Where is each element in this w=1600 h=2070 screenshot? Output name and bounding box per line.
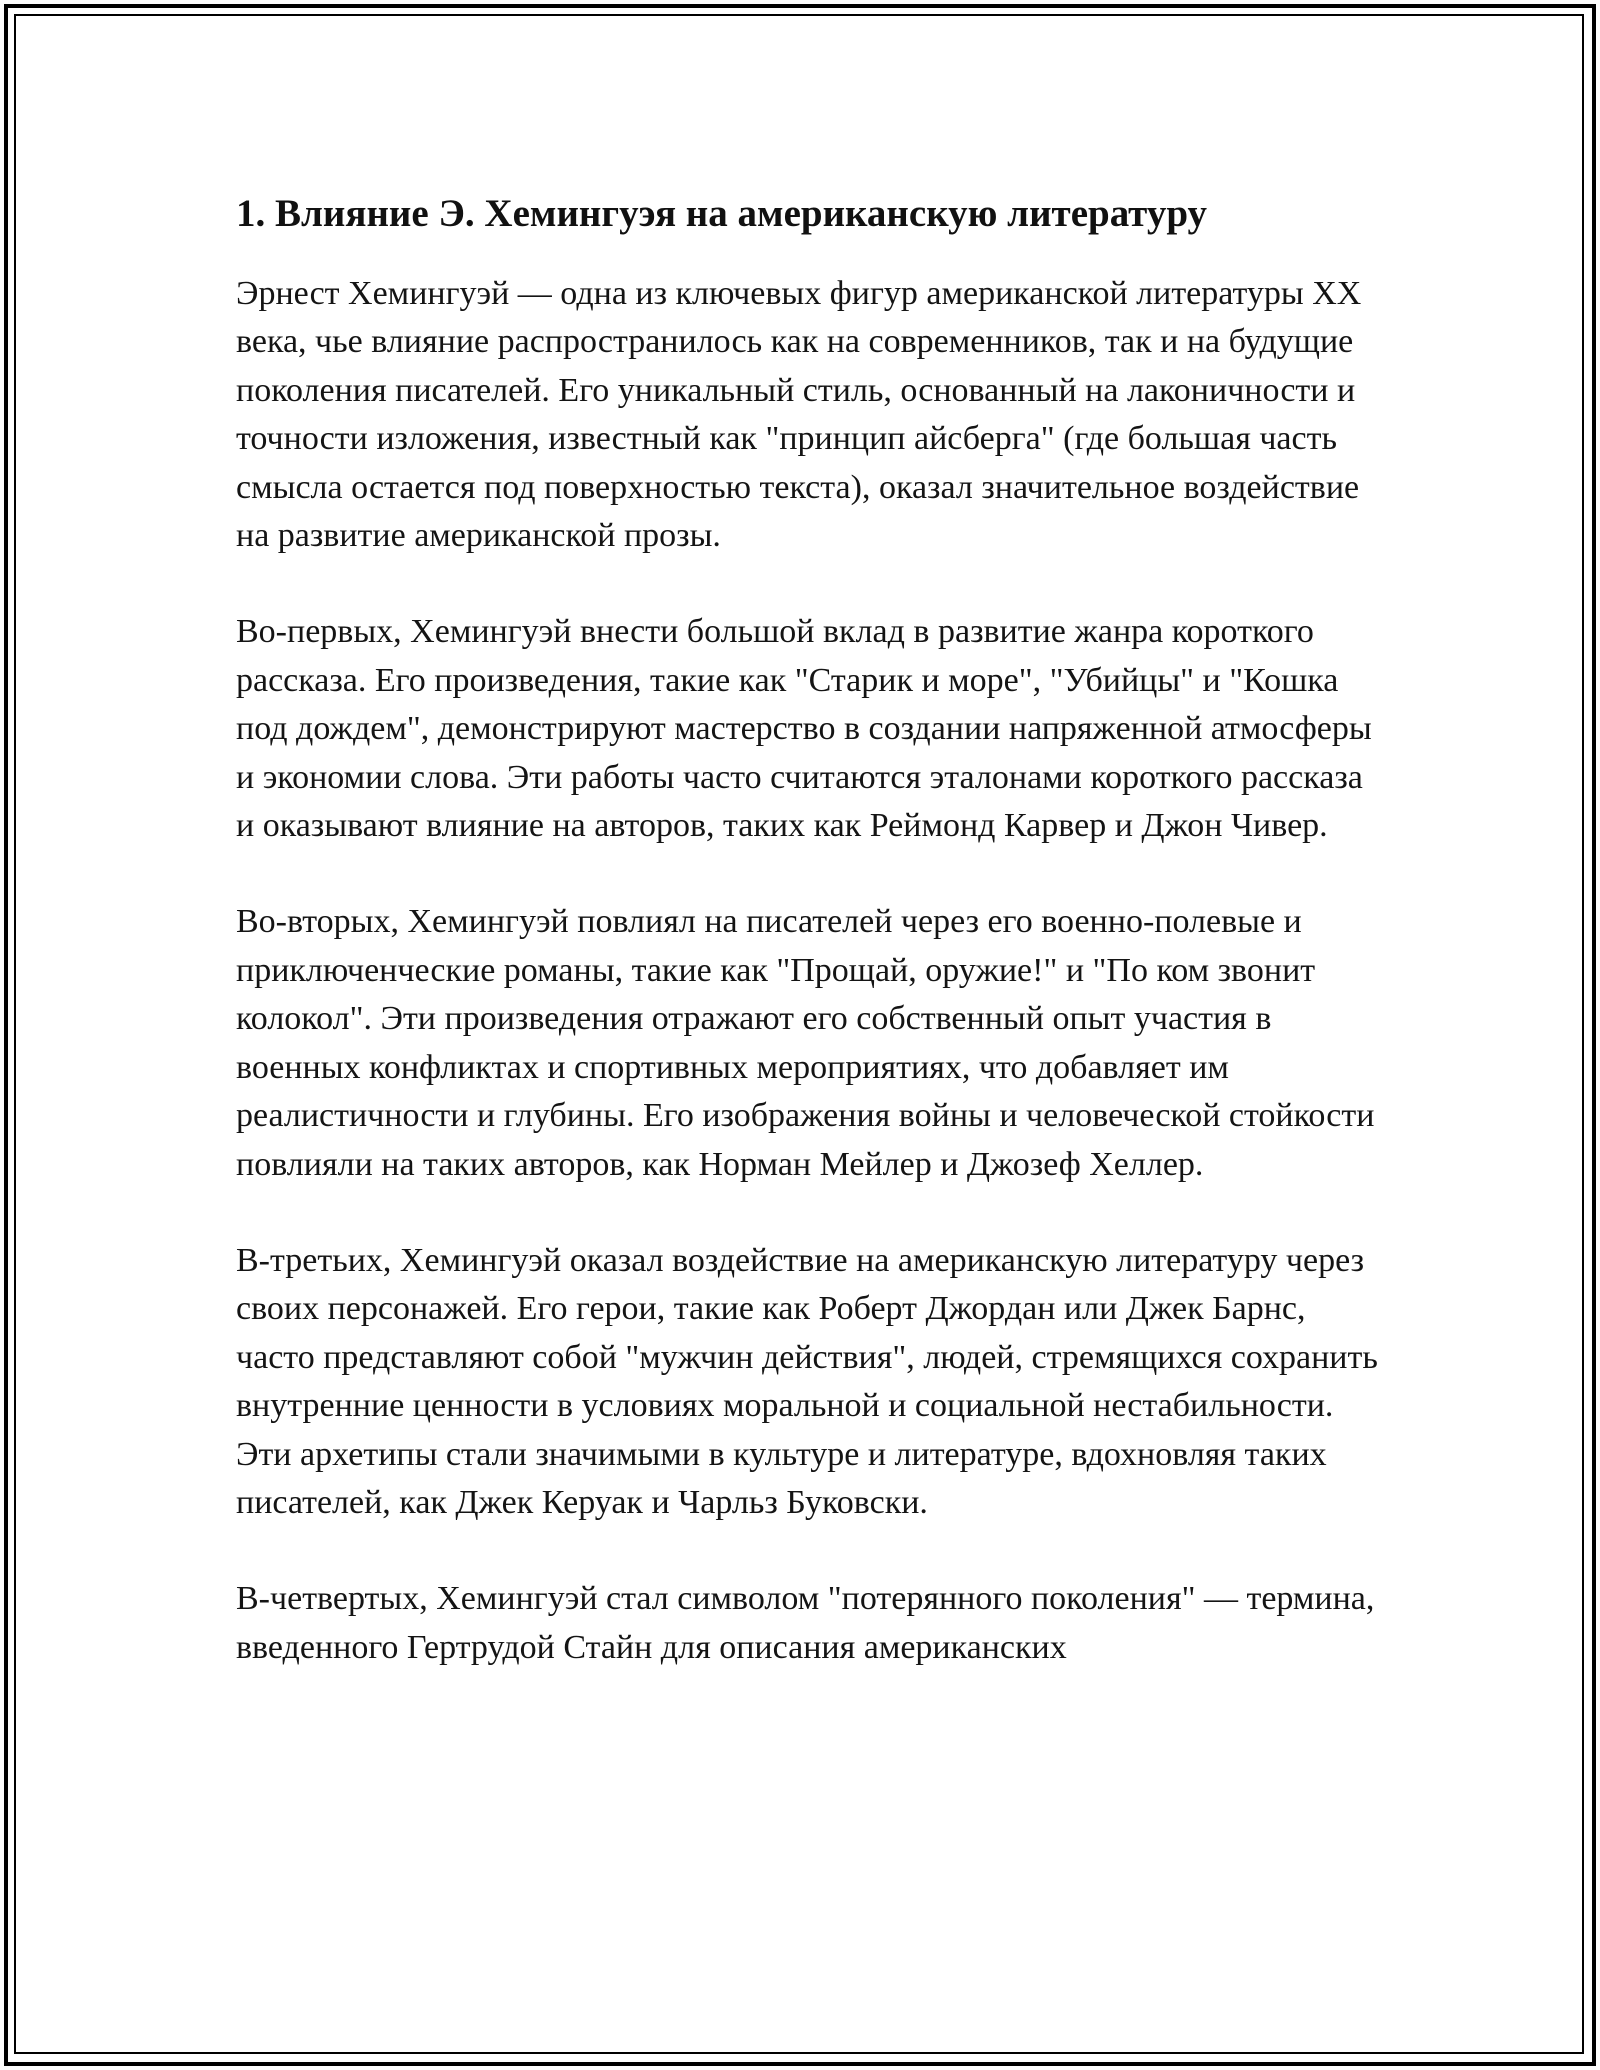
document-body [236,186,1386,1720]
paragraph-first-point: Во-первых, Хемингуэй внести большой вклад в развитие жанра короткого рассказа. Его произведения, такие как "Старик и море", "Убийцы" и "Кошка под дождем", демонстрируют мастерство в создании напряженной атмосферы и экономии слова. Эти работы часто считаются эталонами короткого рассказа и оказывают влияние на авторов, таких как Реймонд Карвер и Джон Чивер. [236,613,1372,845]
paragraph-third-point: В-третьих, Хемингуэй оказал воздействие на американскую литературу через своих персонажей. Его герои, такие как Роберт Джордан или Джек Барнс, часто представляют собой "мужчин действия", людей, стремящихся сохранить внутренние ценности в условиях моральной и социальной нестабильности. Эти архетипы стали значимыми в культуре и литературе, вдохновляя таких писателей, как Джек Керуак и Чарльз Буковски. [236,1241,1378,1521]
paragraph-second-point: Во-вторых, Хемингуэй повлиял на писателей через его военно-полевые и приключенческие романы, такие как "Прощай, оружие!" и "По ком звонит колокол". Эти произведения отражают его собственный опыт участия в военных конфликтах и спортивных мероприятиях, что добавляет им реалистичности и глубины. Его изображения войны и человеческой стойкости повлияли на таких авторов, как Норман Мейлер и Джозеф Хеллер. [236,903,1375,1183]
paragraph-introduction: Эрнест Хемингуэй — одна из ключевых фигур американской литературы XX века, чье влияние распространилось как на современников, так и на будущие поколения писателей. Его уникальный стиль, основанный на лаконичности и точности изложения, известный как "принцип айсберга" (где большая часть смысла остается под поверхностью текста), оказал значительное воздействие на развитие американской прозы. [236,275,1362,555]
section-heading: 1. Влияние Э. Хемингуэя на американскую литературу [236,192,1208,235]
paragraph-fourth-point: В-четвертых, Хемингуэй стал символом "потерянного поколения" — термина, введенного Гертрудой Стайн для описания американских [236,1580,1375,1666]
